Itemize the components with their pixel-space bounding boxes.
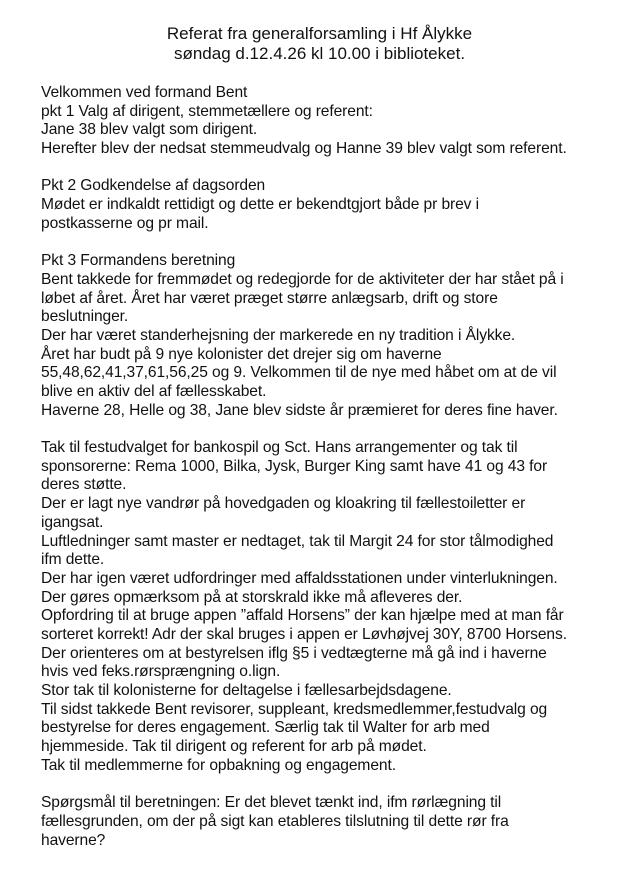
blank-line — [41, 234, 631, 253]
paragraph-line: fællesgrunden, om der på sigt kan etableres tilslutning til dette rør fra — [41, 812, 509, 830]
paragraph-line: Jane 38 blev valgt som dirigent. — [41, 121, 258, 139]
blank-line — [41, 420, 631, 439]
paragraph-line: Spørgsmål til beretningen: Er det blevet tænkt ind, ifm rørlægning til — [41, 794, 502, 812]
section-question — [41, 794, 631, 850]
paragraph-line: Luftledninger samt master er nedtaget, tak til Margit 24 for stor tålmodighed — [41, 532, 554, 550]
paragraph-line: Der orienteres om at bestyrelsen iflg §5 i vedtægterne må gå ind i haverne — [41, 644, 547, 662]
section-thanks — [41, 439, 631, 775]
paragraph-line: Der gøres opmærksom på at storskrald ikke må afleveres der. — [41, 588, 463, 606]
paragraph-line: Herefter blev der nedsat stemmeudvalg og Hanne 39 blev valgt som referent. — [41, 140, 567, 158]
section-heading: Pkt 3 Formandens beretning — [41, 252, 236, 270]
paragraph-line: 55,48,62,41,37,61,56,25 og 9. Velkommen til de nye med håbet om at de vil — [41, 364, 557, 382]
paragraph-line: Året har budt på 9 nye kolonister det drejer sig om haverne — [41, 345, 442, 363]
paragraph-line: Tak til medlemmerne for opbakning og engagement. — [41, 756, 396, 774]
paragraph-line: postkasserne og pr mail. — [41, 214, 209, 232]
paragraph-line: Haverne 28, Helle og 38, Jane blev sidste år præmieret for deres fine haver. — [41, 401, 558, 419]
document-body — [41, 84, 631, 850]
paragraph-line: Tak til festudvalget for bankospil og Sct. Hans arrangementer og tak til — [41, 439, 518, 457]
title-line: Referat fra generalforsamling i Hf Ålykke — [166, 24, 473, 43]
paragraph-line: Mødet er indkaldt rettidigt og dette er bekendtgjort både pr brev i — [41, 196, 479, 214]
paragraph-line: pkt 1 Valg af dirigent, stemmetællere og referent: — [41, 102, 373, 120]
section-pkt3 — [41, 252, 631, 420]
paragraph-line: Der har igen været udfordringer med affaldsstationen under vinterlukningen. — [41, 569, 558, 587]
paragraph-line: ifm dette. — [41, 551, 105, 569]
paragraph-line: igangsat. — [41, 513, 104, 531]
blank-line — [41, 159, 631, 178]
paragraph-line: haverne? — [41, 831, 106, 849]
paragraph-line: Der har været standerhejsning der markerede en ny tradition i Ålykke. — [41, 326, 516, 344]
paragraph-line: løbet af året. Året har været præget større anlægsarb, drift og store — [41, 289, 498, 307]
section-pkt2 — [41, 177, 631, 233]
blank-line — [41, 775, 631, 794]
paragraph-line: Til sidst takkede Bent revisorer, suppleant, kredsmedlemmer,festudvalg og — [41, 700, 548, 718]
section-heading: Pkt 2 Godkendelse af dagsorden — [41, 177, 266, 195]
paragraph-line: Opfordring til at bruge appen ”affald Horsens” der kan hjælpe med at man får — [41, 607, 564, 625]
paragraph-line: Bent takkede for fremmødet og redegjorde for de aktiviteter der har stået på i — [41, 270, 564, 288]
paragraph-line: deres støtte. — [41, 476, 127, 494]
paragraph-line: blive en aktiv del af fællesskabet. — [41, 383, 267, 400]
paragraph-line: beslutninger. — [41, 308, 129, 326]
document-title — [0, 24, 639, 63]
paragraph-line: Der er lagt nye vandrør på hovedgaden og kloakring til fællestoiletter er — [41, 495, 526, 513]
title-line: søndag d.12.4.26 kl 10.00 i biblioteket. — [173, 43, 466, 63]
paragraph-line: Velkommen ved formand Bent — [41, 84, 248, 101]
paragraph-line: hvis ved feks.rørsprængning o.lign. — [41, 663, 281, 681]
paragraph-line: hjemmeside. Tak til dirigent og referent for arb på mødet. — [41, 738, 427, 756]
section-intro — [41, 84, 631, 159]
paragraph-line: bestyrelse for deres engagement. Særlig tak til Walter for arb med — [41, 719, 490, 737]
paragraph-line: Stor tak til kolonisterne for deltagelse i fællesarbejdsdagene. — [41, 682, 452, 699]
paragraph-line: sorteret korrekt! Adr der skal bruges i appen er Løvhøjvej 30Y, 8700 Horsens. — [41, 625, 567, 643]
paragraph-line: sponsorerne: Rema 1000, Bilka, Jysk, Burger King samt have 41 og 43 for — [41, 457, 548, 475]
